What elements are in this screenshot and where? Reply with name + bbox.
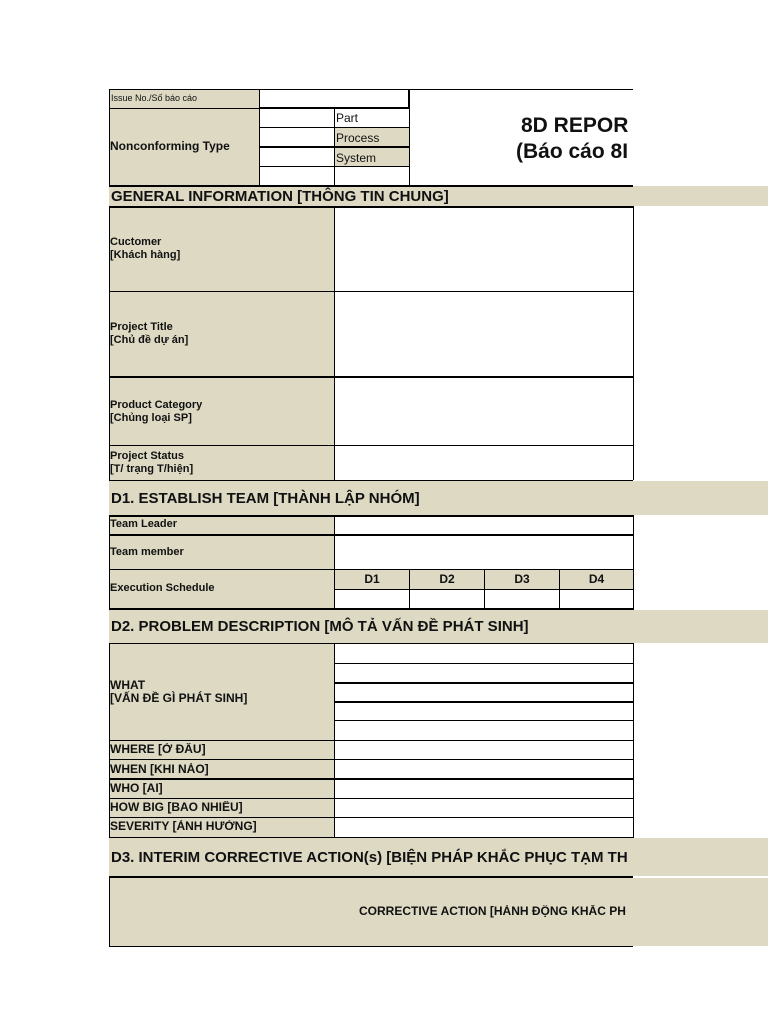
schedule-col-d1: D1 bbox=[364, 572, 380, 586]
how-big-label: HOW BIG [BAO NHIÊU] bbox=[110, 801, 243, 814]
severity-input[interactable] bbox=[335, 818, 633, 836]
what-label-en: WHAT bbox=[110, 679, 146, 692]
schedule-input-d4[interactable] bbox=[560, 590, 633, 608]
project-status-label-en: Project Status bbox=[110, 450, 184, 462]
who-input[interactable] bbox=[335, 780, 633, 798]
execution-schedule-label: Execution Schedule bbox=[110, 582, 215, 594]
where-input[interactable] bbox=[335, 741, 633, 759]
what-label-vn: [VẤN ĐỀ GÌ PHÁT SINH] bbox=[110, 691, 248, 705]
project-title-label-en: Project Title bbox=[110, 321, 173, 333]
project-title-label bbox=[110, 321, 188, 347]
team-member-input[interactable] bbox=[335, 536, 633, 569]
section-d2 bbox=[109, 610, 768, 643]
what-input-2[interactable] bbox=[335, 664, 633, 682]
team-leader-input[interactable] bbox=[335, 517, 633, 534]
project-status-input[interactable] bbox=[335, 446, 633, 480]
type-checkbox-system[interactable] bbox=[259, 147, 334, 166]
schedule-input-d2[interactable] bbox=[410, 590, 484, 608]
section-general-heading: GENERAL INFORMATION [THÔNG TIN CHUNG] bbox=[111, 187, 449, 205]
type-checkbox-process[interactable] bbox=[259, 127, 334, 147]
where-label: WHERE [Ở ĐÂU] bbox=[110, 743, 206, 756]
type-option-part: Part bbox=[336, 111, 359, 125]
schedule-input-d1[interactable] bbox=[335, 590, 409, 608]
project-title-label-vn: [Chủ đề dự án] bbox=[110, 334, 189, 346]
project-status-label bbox=[110, 450, 193, 476]
when-label: WHEN [KHI NÀO] bbox=[110, 763, 209, 776]
product-category-input[interactable] bbox=[335, 378, 633, 445]
team-leader-label: Team Leader bbox=[110, 518, 178, 530]
what-label bbox=[110, 679, 247, 705]
nonconforming-type-label: Nonconforming Type bbox=[110, 139, 230, 153]
type-checkbox-part[interactable] bbox=[259, 108, 334, 127]
what-input-5[interactable] bbox=[335, 721, 633, 740]
project-status-label-vn: [T/ trạng T/hiện] bbox=[110, 463, 194, 475]
section-d1-heading: D1. ESTABLISH TEAM [THÀNH LẬP NHÓM] bbox=[111, 489, 420, 507]
customer-input[interactable] bbox=[335, 208, 633, 291]
section-d1 bbox=[109, 481, 768, 515]
customer-label-en: Cuctomer bbox=[110, 236, 162, 248]
schedule-col-d3: D3 bbox=[514, 572, 530, 586]
section-d2-heading: D2. PROBLEM DESCRIPTION [MÔ TẢ VẤN ĐỀ PHÁT SINH] bbox=[111, 618, 529, 635]
issue-no-input[interactable] bbox=[259, 89, 409, 108]
product-category-label-vn: [Chủng loại SP] bbox=[110, 412, 192, 424]
report-title: 8D REPOR bbox=[521, 114, 629, 137]
section-d3-heading: D3. INTERIM CORRECTIVE ACTION(s) [BIỆN PHÁP KHẮC PHỤC TẠM TH bbox=[111, 848, 628, 866]
product-category-label-en: Product Category bbox=[110, 399, 203, 411]
team-member-label: Team member bbox=[110, 546, 184, 558]
type-option-system: System bbox=[336, 151, 377, 165]
corrective-action-label: CORRECTIVE ACTION [HÀNH ĐỘNG KHẮC PH bbox=[359, 905, 626, 918]
customer-label-vn: [Khách hàng] bbox=[110, 249, 181, 261]
severity-label: SEVERITY [ẢNH HƯỞNG] bbox=[110, 820, 257, 833]
schedule-input-d3[interactable] bbox=[485, 590, 559, 608]
what-input-3[interactable] bbox=[335, 684, 633, 701]
report-title-vn: (Báo cáo 8I bbox=[516, 140, 629, 163]
schedule-col-d4: D4 bbox=[588, 572, 605, 586]
customer-label bbox=[110, 236, 180, 262]
who-label: WHO [AI] bbox=[110, 782, 163, 795]
type-option-process: Process bbox=[336, 131, 380, 145]
section-general-information bbox=[109, 186, 768, 206]
schedule-col-d2: D2 bbox=[439, 572, 455, 586]
product-category-label bbox=[110, 399, 202, 425]
how-big-input[interactable] bbox=[335, 799, 633, 817]
what-input-4[interactable] bbox=[335, 703, 633, 720]
when-input[interactable] bbox=[335, 760, 633, 778]
issue-no-label: Issue No./Số báo cáo bbox=[111, 93, 198, 103]
project-title-input[interactable] bbox=[335, 292, 633, 376]
what-input-1[interactable] bbox=[335, 644, 633, 662]
